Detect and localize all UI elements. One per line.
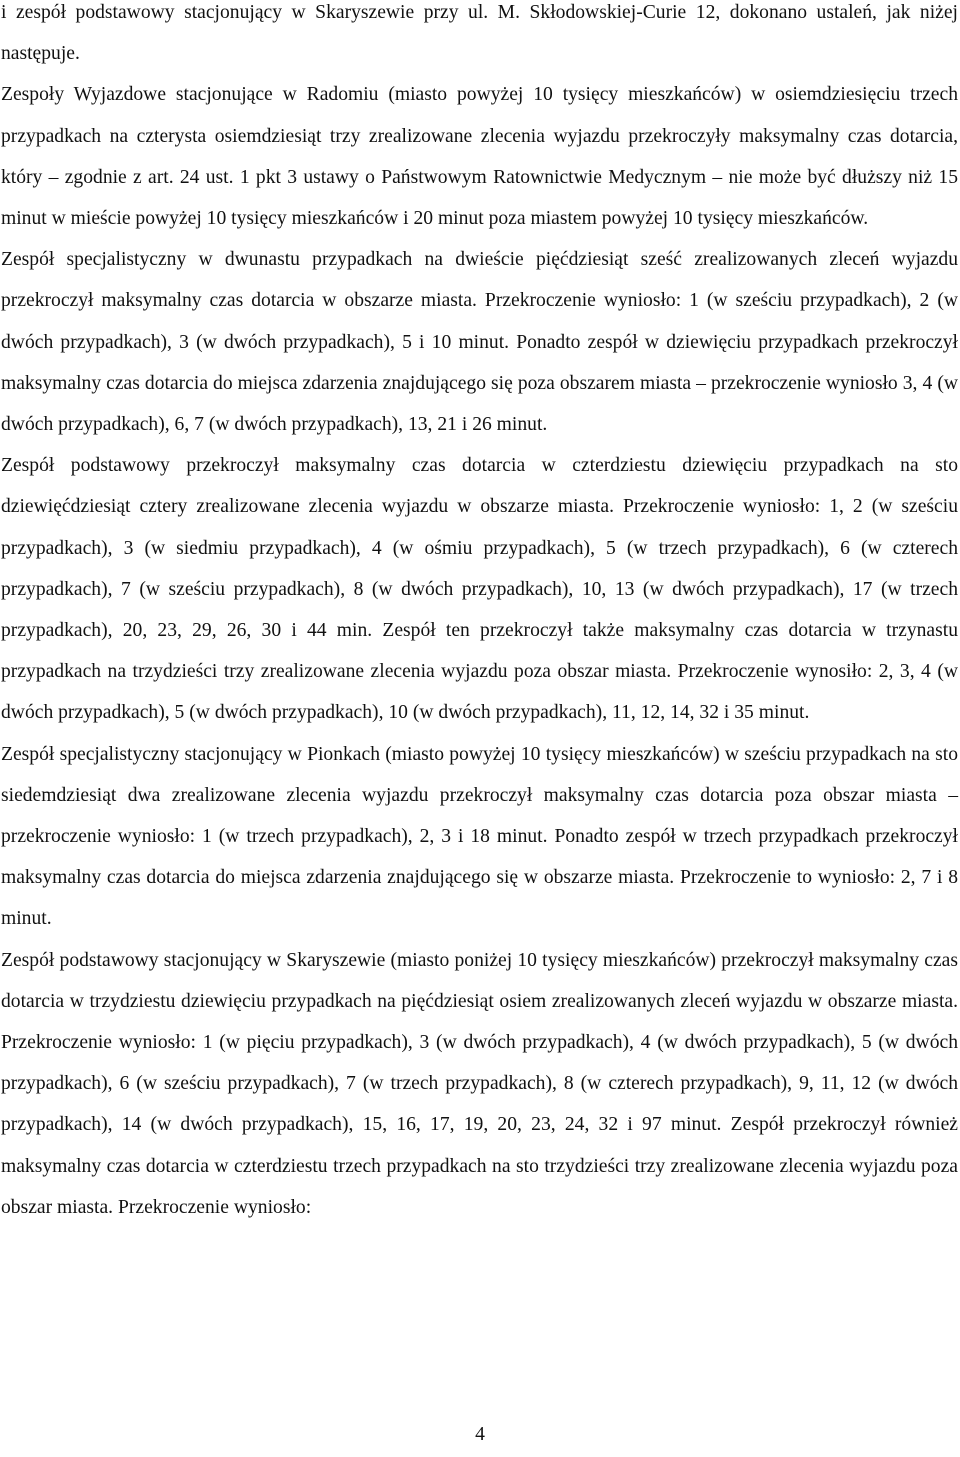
- paragraph-intro: i zespół podstawowy stacjonujący w Skaryszewie przy ul. M. Skłodowskiej-Curie 12, dokonano ustaleń, jak niżej następuje.: [1, 2, 958, 65]
- paragraph-pionki-team: Zespół specjalistyczny stacjonujący w Pionkach (miasto powyżej 10 tysięcy mieszkańców) w sześciu przypadkach na sto siedemdziesiąt dwa zrealizowane zlecenia wyjazdu przekroczył maksymalny czas dotarcia poza obszar miasta – przekroczenie wyniosło: 1 (w trzech przypadkach), 2, 3 i 18 minut. Ponadto zespół w trzech przypadkach przekroczył maksymalny czas dotarcia do miejsca zdarzenia znajdującego się w obszarze miasta. Przekroczenie to wyniosło: 2, 7 i 8 minut.: [1, 743, 958, 930]
- paragraph-radom-teams: Zespoły Wyjazdowe stacjonujące w Radomiu (miasto powyżej 10 tysięcy mieszkańców) w osiemdziesięciu trzech przypadkach na czterysta osiemdziesiąt trzy zrealizowane zlecenia wyjazdu przekroczyły maksymalny czas dotarcia, który – zgodnie z art. 24 ust. 1 pkt 3 ustawy o Państwowym Ratownictwie Medycznym – nie może być dłuższy niż 15 minut w mieście powyżej 10 tysięcy mieszkańców i 20 minut poza miastem powyżej 10 tysięcy mieszkańców.: [1, 84, 958, 230]
- paragraph-basic-team: Zespół podstawowy przekroczył maksymalny czas dotarcia w czterdziestu dziewięciu przypadkach na sto dziewięćdziesiąt cztery zrealizowane zlecenia wyjazdu w obszarze miasta. Przekroczenie wyniosło: 1, 2 (w sześciu przypadkach), 3 (w siedmiu przypadkach), 4 (w ośmiu przypadkach), 5 (w trzech przypadkach), 6 (w czterech przypadkach), 7 (w sześciu przypadkach), 8 (w dwóch przypadkach), 10, 13 (w dwóch przypadkach), 17 (w trzech przypadkach), 20, 23, 29, 26, 30 i 44 min. Zespół ten przekroczył także maksymalny czas dotarcia w trzynastu przypadkach na trzydzieści trzy zrealizowane zlecenia wyjazdu poza obszar miasta. Przekroczenie wynosiło: 2, 3, 4 (w dwóch przypadkach), 5 (w dwóch przypadkach), 10 (w dwóch przypadkach), 11, 12, 14, 32 i 35 minut.: [1, 455, 958, 724]
- document-body: [1, 0, 958, 1228]
- paragraph-skaryszew-team: Zespół podstawowy stacjonujący w Skaryszewie (miasto poniżej 10 tysięcy mieszkańców) przekroczył maksymalny czas dotarcia w trzydziestu dziewięciu przypadkach na pięćdziesiąt osiem zrealizowanych zleceń wyjazdu w obszarze miasta. Przekroczenie wyniosło: 1 (w pięciu przypadkach), 3 (w dwóch przypadkach), 4 (w dwóch przypadkach), 5 (w dwóch przypadkach), 6 (w sześciu przypadkach), 7 (w trzech przypadkach), 8 (w czterech przypadkach), 9, 11, 12 (w dwóch przypadkach), 14 (w dwóch przypadkach), 15, 16, 17, 19, 20, 23, 24, 32 i 97 minut. Zespół przekroczył również maksymalny czas dotarcia w czterdziestu trzech przypadkach na sto trzydzieści trzy zrealizowane zlecenia wyjazdu poza obszar miasta. Przekroczenie wyniosło:: [1, 949, 958, 1218]
- page-number: 4: [475, 1424, 485, 1445]
- paragraph-specialist-team: Zespół specjalistyczny w dwunastu przypadkach na dwieście pięćdziesiąt sześć zrealizowanych zleceń wyjazdu przekroczył maksymalny czas dotarcia w obszarze miasta. Przekroczenie wyniosło: 1 (w sześciu przypadkach), 2 (w dwóch przypadkach), 3 (w dwóch przypadkach), 5 i 10 minut. Ponadto zespół w dziewięciu przypadkach przekroczył maksymalny czas dotarcia do miejsca zdarzenia znajdującego się poza obszarem miasta – przekroczenie wyniosło 3, 4 (w dwóch przypadkach), 6, 7 (w dwóch przypadkach), 13, 21 i 26 minut.: [1, 249, 958, 436]
